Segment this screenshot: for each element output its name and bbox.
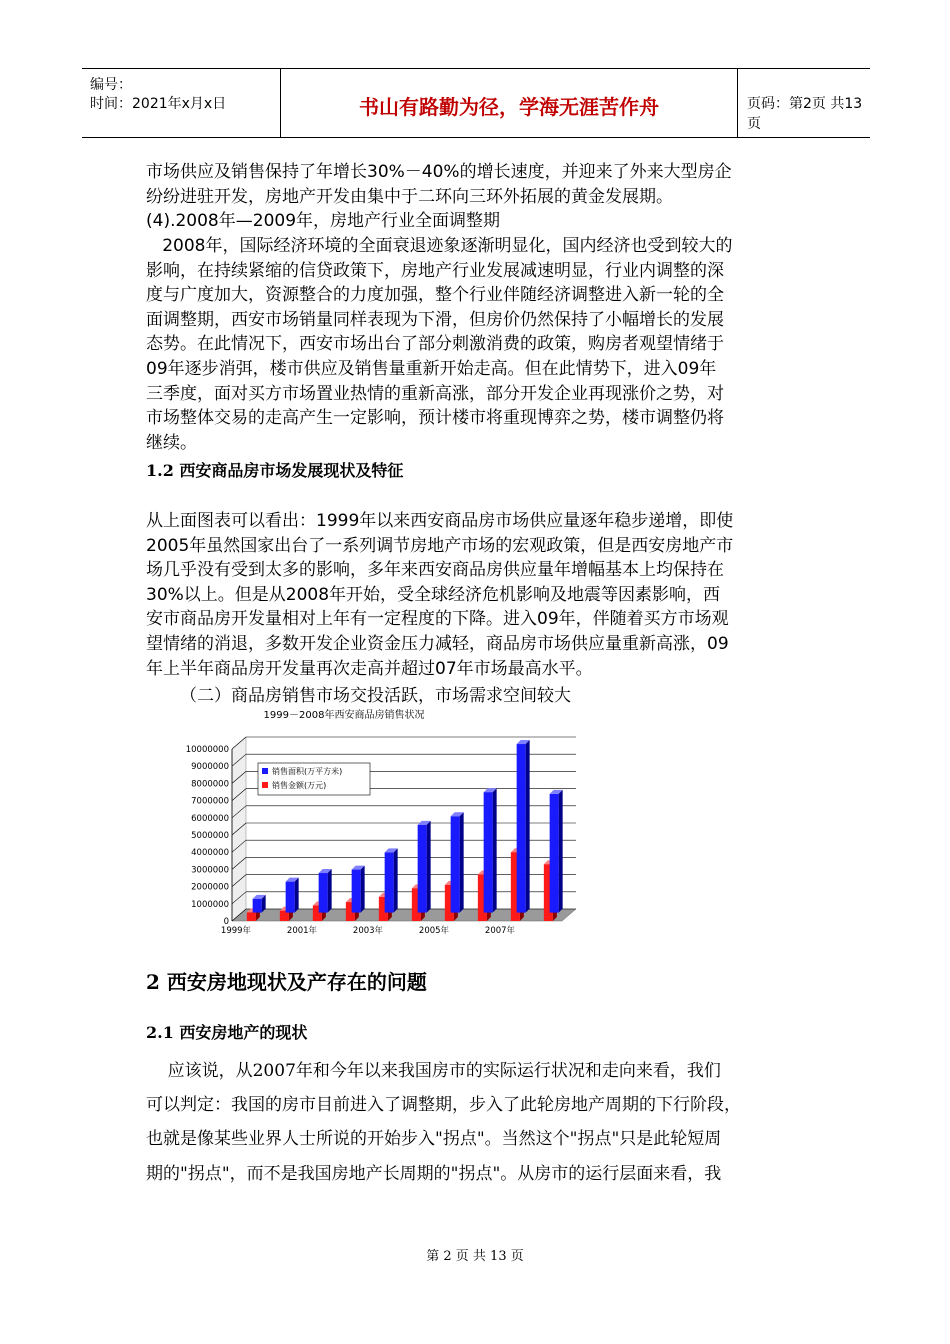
legend-label: 销售面积(万平方米) xyxy=(272,767,343,776)
legend-swatch xyxy=(262,782,268,788)
y-tick-label: 4000000 xyxy=(191,848,229,859)
page-header xyxy=(82,68,870,138)
bar-sales-amount xyxy=(247,912,256,921)
y-tick-label: 3000000 xyxy=(191,865,229,876)
y-tick-label: 9000000 xyxy=(191,762,229,773)
x-tick-label: 1999年 xyxy=(220,926,252,936)
bar-sales-area-side xyxy=(394,848,398,912)
paragraph-2008: 2008年，国际经济环境的全面衰退迹象逐渐明显化，国内经济也受到较大的 影响，在持续紧缩的信贷政策下，房地产行业发展减速明显，行业内调整的深 度与广度加大，资源整合的力度加强，整个行业伴随经济调整进入新一轮的全 面调整期，西安市场销量同样表现为下滑，但房价仍然保持了小幅增长的发展 态势。在此情况下，西安市场出台了部分刺激消费的政策，购房者观望情绪于 09年逐步消弭，楼市供应及销售量重新开始走高。但在此情势下，进入09年 三季度，面对买方市场置业热情的重新高涨，部分开发企业再现涨价之势，对 市场整体交易的走高产生一定影响，预计楼市将重现博弈之势，楼市调整仍将 继续。 xyxy=(146,236,733,453)
bar-sales-area xyxy=(418,825,427,913)
paragraph-growth: 市场供应及销售保持了年增长30%－40%的增长速度，并迎来了外来大型房企 纷纷进驻开发，房地产开发由集中于二环向三环外拓展的黄金发展期。 xyxy=(146,162,732,207)
y-tick-label: 1000000 xyxy=(191,899,229,910)
y-tick-label: 0 xyxy=(223,917,229,927)
subheading-sales-market: （二）商品房销售市场交投活跃，市场需求空间较大 xyxy=(180,686,571,706)
bar-sales-area-side xyxy=(526,740,530,913)
header-page-number: 页码：第2页 共13页 xyxy=(747,96,863,132)
document-number-label: 编号： xyxy=(90,77,132,93)
x-tick-label: 2001年 xyxy=(286,926,318,936)
bar-sales-area-side xyxy=(460,812,464,912)
bar-sales-area-side xyxy=(559,790,563,913)
y-tick-label: 10000000 xyxy=(185,745,229,755)
x-tick-label: 2005年 xyxy=(418,926,450,936)
section-2-title: 2 西安房地现状及产存在的问题 xyxy=(146,970,427,994)
bar-sales-area-side xyxy=(493,788,497,912)
heading-2008-2009: (4).2008年—2009年，房地产行业全面调整期 xyxy=(146,211,501,231)
header-page-cell xyxy=(737,69,870,137)
y-tick-label: 2000000 xyxy=(191,882,229,893)
bar-sales-area-side xyxy=(295,878,299,913)
header-meta-cell xyxy=(82,69,280,137)
section-2-1-title: 2.1 西安房地产的现状 xyxy=(146,1023,308,1042)
chart-title: 1999－2008年西安商品房销售状况 xyxy=(263,710,425,721)
bar-sales-area xyxy=(253,899,262,913)
header-motto: 书山有路勤为径，学海无涯苦作舟 xyxy=(359,95,659,119)
header-motto-cell xyxy=(280,69,738,137)
legend-swatch xyxy=(262,768,268,774)
bar-sales-area xyxy=(286,882,295,913)
page-footer: 第 2 页 共 13 页 xyxy=(426,1249,524,1264)
x-tick-label: 2003年 xyxy=(352,926,384,936)
x-tick-label: 2007年 xyxy=(484,926,516,936)
bar-sales-area-side xyxy=(427,821,431,913)
bar-sales-area xyxy=(451,816,460,912)
bar-sales-area-side xyxy=(328,869,332,913)
heading-1-2: 1.2 西安商品房市场发展现状及特征 xyxy=(146,461,404,480)
document-date-label: 时间：2021年x月x日 xyxy=(90,96,227,112)
section-2-1-body: 应该说，从2007年和今年以来我国房市的实际运行状况和走向来看，我们 可以判定：我国的房市目前进入了调整期，步入了此轮房地产周期的下行阶段， 也就是像某些业界人士所说的开始步入"拐点"。当然这个"拐点"只是此轮短周 期的"拐点"，而不是我国房地产长周期的"拐点"。从房市的运行层面来看，我 xyxy=(146,1061,741,1184)
paragraph-supply: 从上面图表可以看出：1999年以来西安商品房市场供应量逐年稳步递增，即使 2005年虽然国家出台了一系列调节房地产市场的宏观政策，但是西安房地产市 场几乎没有受到太多的影响，多年来西安商品房供应量年增幅基本上均保持在 30%以上。但是从2008年开始，受全球经济危机影响及地震等因素影响，西 安市商品房开发量相对上年有一定程度的下降。进入09年，伴随着买方市场观 望情绪的消退，多数开发企业资金压力减轻，商品房市场供应量重新高涨，09 年上半年商品房开发量再次走高并超过07年市场最高水平。 xyxy=(146,511,734,679)
y-tick-label: 8000000 xyxy=(191,779,229,790)
bar-sales-area xyxy=(484,792,493,912)
bar-sales-area xyxy=(385,852,394,912)
y-tick-label: 6000000 xyxy=(191,813,229,824)
y-tick-label: 7000000 xyxy=(191,796,229,807)
legend-label: 销售金额(万元) xyxy=(272,781,327,790)
bar-sales-area-side xyxy=(361,866,365,913)
bar-sales-area xyxy=(352,870,361,913)
bar-sales-area xyxy=(517,744,526,913)
y-tick-label: 5000000 xyxy=(191,831,229,841)
sales-bar-chart xyxy=(176,705,582,949)
bar-sales-area xyxy=(319,873,328,913)
bar-sales-area xyxy=(550,794,559,913)
